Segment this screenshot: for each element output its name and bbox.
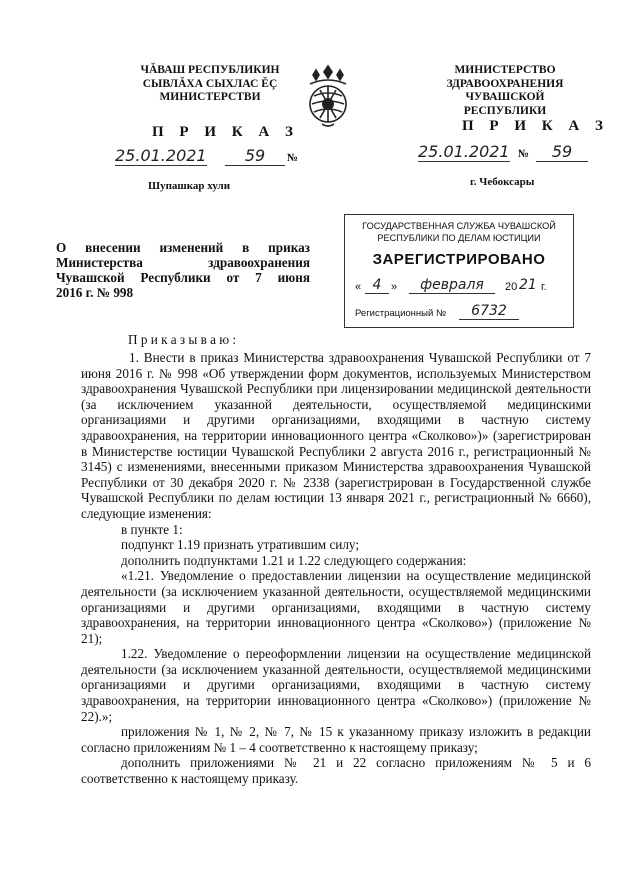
- header-right-org: [430, 64, 580, 118]
- header-left-prikaz: П Р И К А З: [152, 124, 299, 140]
- stamp-date-row: [355, 277, 565, 299]
- header-right-prikaz: П Р И К А З: [462, 118, 609, 134]
- header-right-city: г. Чебоксары: [470, 176, 535, 188]
- header-left-number-sign: №: [287, 152, 299, 164]
- header-left-line1: ЧĂВАШ РЕСПУБЛИКИН: [140, 64, 280, 76]
- document-title: [56, 240, 310, 300]
- header-left-line2: СЫВЛĂХА СЫХЛАС ĔÇ: [142, 77, 278, 90]
- stamp-reg-number: 6732: [459, 303, 519, 320]
- title-line1: О внесении изменений в приказ: [56, 240, 310, 255]
- header-left-number: 59: [225, 146, 285, 166]
- stamp-year-suffix: г.: [541, 281, 547, 293]
- order-word: П р и к а з ы в а ю :: [128, 332, 237, 347]
- body-paragraph-5: «1.21. Уведомление о предоставлении лицензии на осуществление медицинской деятельности (за исключением указанной деятельности, осуществляемой медицинскими организациями и другими организациями, входящими в частную систему здравоохранения, на территории инновационного центра «Сколково») (приложение № 21);: [81, 568, 591, 646]
- body-paragraph-8: дополнить приложениями № 21 и 22 согласно приложениям № 5 и 6 соответственно к настоящему приказу.: [81, 755, 591, 787]
- header-right-number: 59: [536, 142, 588, 162]
- body-paragraph-1: 1. Внести в приказ Министерства здравоохранения Чувашской Республики от 7 июня 2016 г. № 998 «Об утверждении форм документов, используемых Министерством здравоохранения Чувашской Республики при лицензировании медицинской деятельности (за исключением указанной деятельности, осуществляемой медицинскими организациями и другими организациями, входящими в частную систему здравоохранения, на территории инновационного центра «Сколково»)» (зарегистрирован в Министерстве юстиции Чувашской Республики 2 августа 2016 г., регистрационный № 3145) с изменениями, внесенными приказом Министерства здравоохранения Чувашской Республики от 30 декабря 2020 г. № 2338 (зарегистрирован в Государственной службе Чувашской Республики по делам юстиции 13 января 2021 г., регистрационный № 6660), следующие изменения:: [81, 350, 591, 521]
- registration-stamp: [344, 214, 574, 328]
- header-left-line3: МИНИСТЕРСТВИ: [159, 91, 261, 103]
- stamp-day: 4: [365, 277, 389, 294]
- header-left-org: [120, 64, 300, 105]
- header-left-city: Шупашкар хули: [148, 180, 231, 192]
- document-body: [81, 350, 591, 787]
- body-paragraph-7: приложения № 1, № 2, № 7, № 15 к указанному приказу изложить в редакции согласно приложениям № 1 – 4 соответственно к настоящему приказу;: [81, 724, 591, 755]
- header-right-date: 25.01.2021: [418, 142, 510, 161]
- header-right-line1: МИНИСТЕРСТВО: [454, 64, 556, 76]
- header-left-date: 25.01.2021: [115, 146, 207, 165]
- stamp-open-quote: «: [355, 281, 362, 293]
- body-paragraph-3: подпункт 1.19 признать утратившим силу;: [121, 537, 360, 553]
- stamp-month: февраля: [409, 277, 495, 294]
- title-line4: 2016 г. № 998: [56, 285, 134, 300]
- coat-of-arms-emblem: [298, 62, 358, 130]
- title-line2: Министерства здравоохранения: [56, 255, 310, 270]
- body-paragraph-4: дополнить подпунктами 1.21 и 1.22 следующего содержания:: [121, 552, 467, 568]
- header-left-date-row: [115, 146, 315, 170]
- stamp-reg-label: Регистрационный №: [355, 308, 447, 319]
- header-right-date-row: [418, 142, 608, 166]
- stamp-line1: ГОСУДАРСТВЕННАЯ СЛУЖБА ЧУВАШСКОЙ: [362, 221, 556, 231]
- title-line3: Чувашской Республики от 7 июня: [56, 270, 310, 285]
- stamp-reg-row: [355, 303, 565, 323]
- stamp-registered: ЗАРЕГИСТРИРОВАНО: [372, 251, 546, 268]
- header-right-number-sign: №: [518, 148, 530, 160]
- body-paragraph-6: 1.22. Уведомление о переоформлении лицензии на осуществление медицинской деятельности (за исключением указанной деятельности, осуществляемой медицинскими организациями и другими организациями, входящими в частную систему здравоохранения, на территории инновационного центра «Сколково») (приложение № 22).»;: [81, 646, 591, 724]
- header-right-line2: ЗДРАВООХРАНЕНИЯ: [446, 77, 564, 90]
- header-right-line3: ЧУВАШСКОЙ РЕСПУБЛИКИ: [463, 91, 547, 117]
- stamp-line2: РЕСПУБЛИКИ ПО ДЕЛАМ ЮСТИЦИИ: [377, 233, 541, 243]
- stamp-year-prefix: 20: [505, 281, 518, 293]
- stamp-close-quote: »: [391, 281, 398, 293]
- stamp-year: 21: [519, 277, 537, 293]
- body-paragraph-2: в пункте 1:: [121, 521, 183, 537]
